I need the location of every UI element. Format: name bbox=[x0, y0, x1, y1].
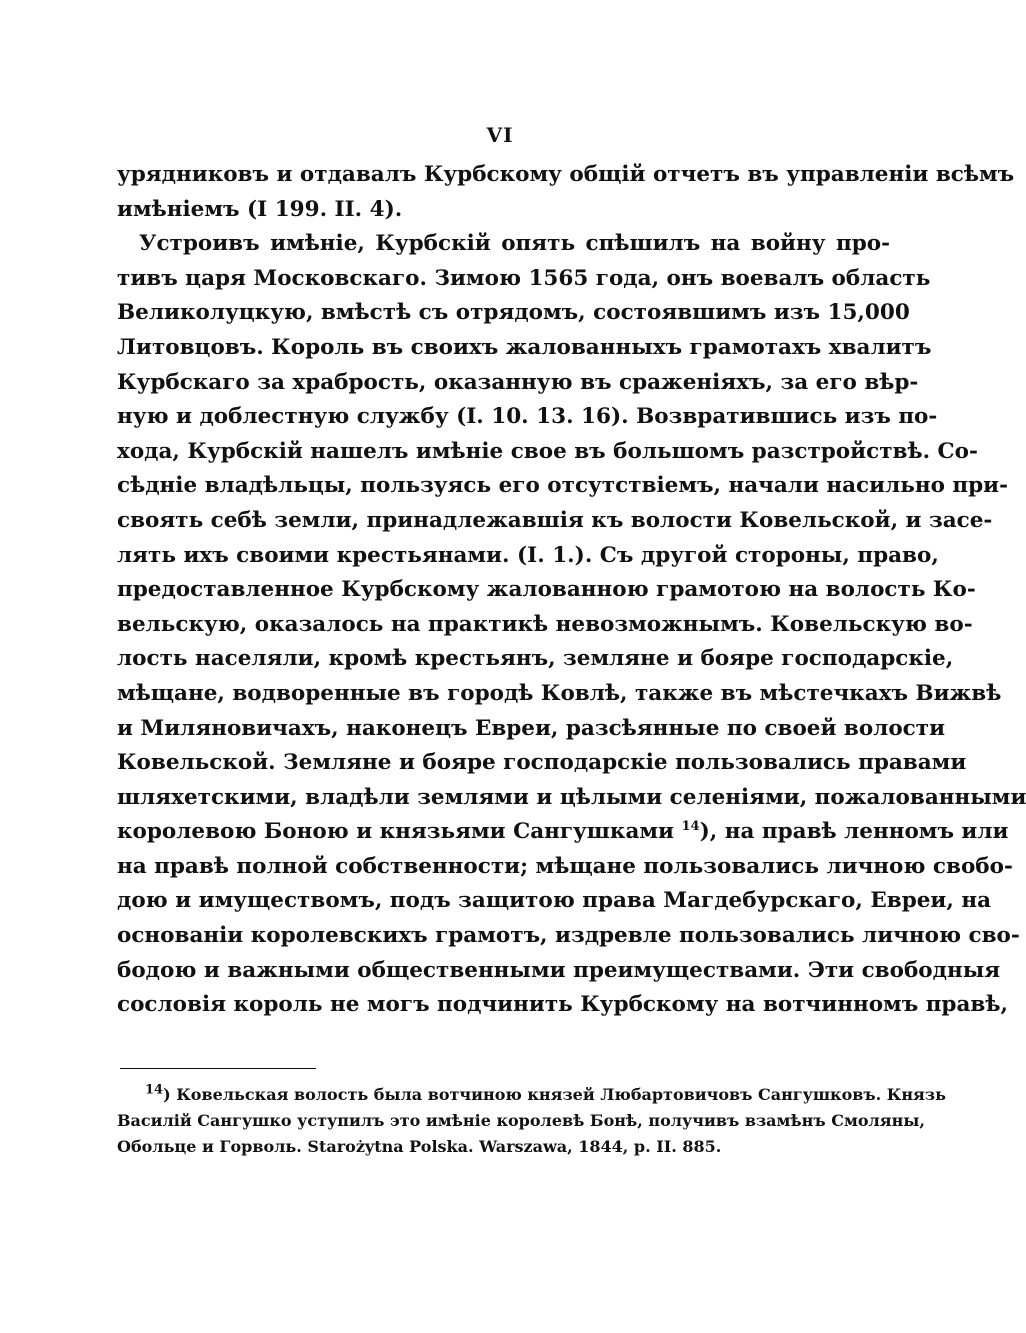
footnote-line bbox=[117, 1082, 946, 1108]
text-line: Ковельской. Земляне и бояре господарскіе пользовались правами bbox=[117, 750, 967, 776]
text-line: шляхетскими, владѣли землями и цѣлыми селеніями, пожалованными bbox=[117, 784, 1026, 810]
text-line: вельскую, оказалось на практикѣ невозможнымъ. Ковельскую во- bbox=[117, 611, 973, 637]
text-line: урядниковъ и отдавалъ Курбскому общій отчетъ въ управленіи всѣмъ bbox=[117, 162, 1015, 187]
text-line: лять ихъ своими крестьянами. (I. 1.). Съ другой стороны, право, bbox=[117, 542, 939, 568]
page-number: VI bbox=[486, 123, 514, 147]
text-line: дою и имуществомъ, подъ защитою права Магдебурскаго, Евреи, на bbox=[117, 888, 991, 914]
text-line: предоставленное Курбскому жалованною грамотою на волость Ко- bbox=[117, 577, 976, 603]
footnote-divider bbox=[120, 1068, 316, 1069]
text-line: своять себѣ земли, принадлежавшія къ волости Ковельской, и засе- bbox=[117, 507, 993, 533]
text-line: Курбскаго за храбрость, оказанную въ сраженіяхъ, за его вѣр- bbox=[117, 369, 919, 395]
text-line: бодою и важными общественными преимуществами. Эти свободныя bbox=[117, 957, 1001, 983]
footnote-line: Обольце и Горволь. Starożytna Polska. Warszawa, 1844, p. II. 885. bbox=[117, 1137, 722, 1156]
text-line: лость населяли, кромѣ крестьянъ, земляне и бояре господарскіе, bbox=[117, 646, 954, 672]
footnote bbox=[117, 1082, 946, 1160]
text-line: Литовцовъ. Король въ своихъ жалованныхъ грамотахъ хвалитъ bbox=[117, 334, 932, 360]
body-text bbox=[117, 158, 1026, 1023]
text-line-end: ), на правѣ ленномъ или bbox=[699, 819, 1009, 845]
text-line-with-footnote-ref bbox=[117, 815, 1009, 850]
text-line: Великолуцкую, вмѣстѣ съ отрядомъ, состоявшимъ изъ 15,000 bbox=[117, 300, 910, 326]
text-line: сѣдніе владѣльцы, пользуясь его отсутствіемъ, начали насильно при- bbox=[117, 473, 1009, 499]
text-line: тивъ царя Московскаго. Зимою 1565 года, онъ воевалъ область bbox=[117, 265, 931, 291]
text-line: ную и доблестную службу (I. 10. 13. 16). Возвратившись изъ по- bbox=[117, 404, 938, 430]
footnote-line: Василій Сангушко уступилъ это имѣніе королевѣ Бонѣ, получивъ взамѣнъ Смоляны, bbox=[117, 1111, 925, 1130]
text-line: и Миляновичахъ, наконецъ Евреи, разсѣянные по своей волости bbox=[117, 715, 946, 741]
text-line: мѣщане, водворенные въ городѣ Ковлѣ, также въ мѣстечкахъ Вижвѣ bbox=[117, 680, 1002, 706]
text-line: сословія король не могъ подчинить Курбскому на вотчинномъ правѣ, bbox=[117, 992, 1008, 1018]
text-line: хода, Курбскій нашелъ имѣніе свое въ большомъ разстройствѣ. Со- bbox=[117, 438, 978, 464]
footnote-reference[interactable]: 14 bbox=[681, 819, 700, 835]
text-line: на правѣ полной собственности; мѣщане пользовались личною свобо- bbox=[117, 853, 1013, 879]
text-line: основаніи королевскихъ грамотъ, издревле пользовались личною сво- bbox=[117, 923, 1020, 949]
text-line-start: королевою Боною и князьями Сангушками bbox=[117, 819, 674, 845]
footnote-marker: 14 bbox=[145, 1082, 164, 1098]
text-line: Устроивъ имѣніе, Курбскій опять спѣшилъ на войну про- bbox=[139, 231, 890, 257]
footnote-line-text: ) Ковельская волость была вотчиною князей Любартовичовъ Сангушковъ. Князь bbox=[163, 1085, 946, 1104]
text-line: имѣніемъ (I 199. II. 4). bbox=[117, 196, 403, 222]
